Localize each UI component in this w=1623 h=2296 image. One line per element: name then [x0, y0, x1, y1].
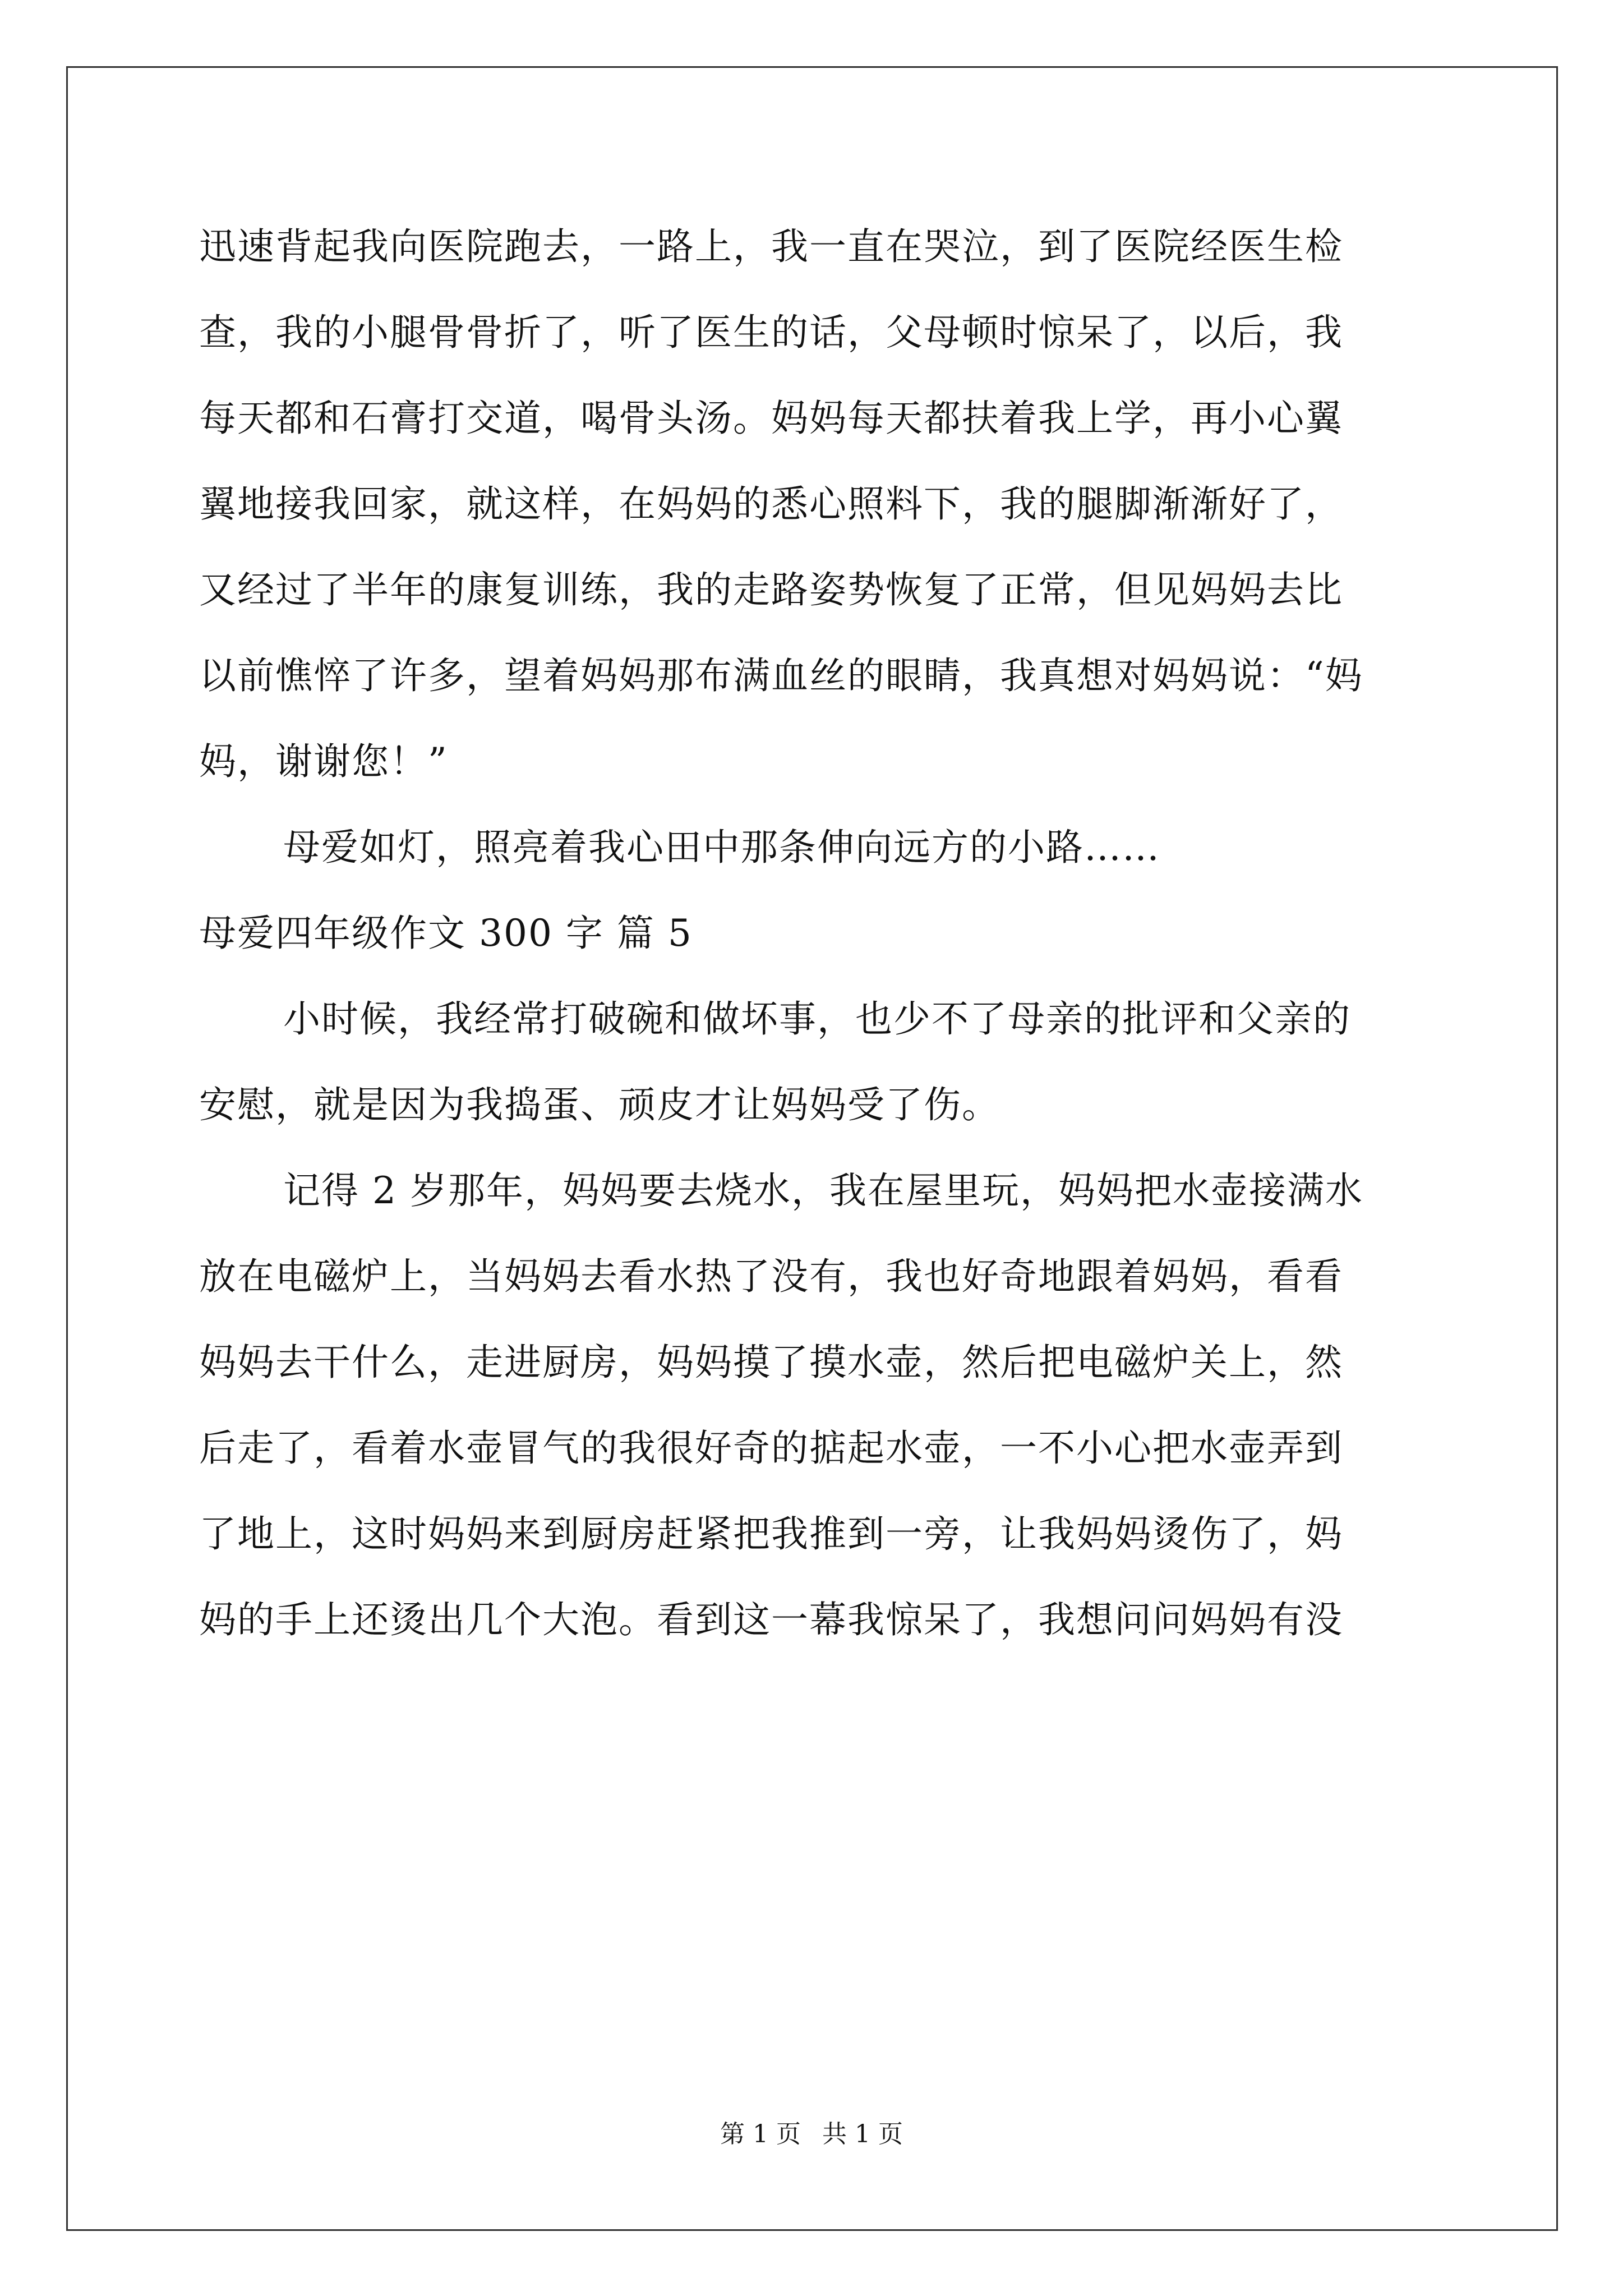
text-line: 后走了，看着水壶冒气的我很好奇的掂起水壶，一不小心把水壶弄到 [199, 1427, 1343, 1470]
text-line: 迅速背起我向医院跑去，一路上，我一直在哭泣，到了医院经医生检 [199, 225, 1343, 268]
page-footer [0, 2118, 1623, 2151]
text-line: 又经过了半年的康复训练，我的走路姿势恢复了正常，但见妈妈去比 [199, 568, 1343, 611]
text-line: 妈的手上还烫出几个大泡。看到这一幕我惊呆了，我想问问妈妈有没 [199, 1598, 1343, 1641]
page-number: 第 1 页 [720, 2120, 801, 2148]
text-line: 以前憔悴了许多，望着妈妈那布满血丝的眼睛，我真想对妈妈说：“妈 [199, 654, 1363, 697]
section-heading: 母爱四年级作文 300 字 篇 5 [199, 912, 693, 955]
text-line: 妈，谢谢您！” [199, 740, 448, 783]
text-line: 妈妈去干什么，走进厨房，妈妈摸了摸水壶，然后把电磁炉关上，然 [199, 1341, 1343, 1384]
text-line: 安慰，就是因为我捣蛋、顽皮才让妈妈受了伤。 [199, 1083, 1000, 1126]
text-line: 母爱如灯，照亮着我心田中那条伸向远方的小路…… [283, 826, 1160, 869]
text-line: 放在电磁炉上，当妈妈去看水热了没有，我也好奇地跟着妈妈，看看 [199, 1255, 1343, 1298]
text-line: 了地上，这时妈妈来到厨房赶紧把我推到一旁，让我妈妈烫伤了，妈 [199, 1512, 1343, 1556]
text-line: 小时候，我经常打破碗和做坏事，也少不了母亲的批评和父亲的 [283, 997, 1351, 1041]
text-line: 记得 2 岁那年，妈妈要去烧水，我在屋里玩，妈妈把水壶接满水 [283, 1169, 1363, 1212]
text-line: 翼地接我回家，就这样，在妈妈的悉心照料下，我的腿脚渐渐好了， [199, 482, 1343, 526]
text-line: 每天都和石膏打交道，喝骨头汤。妈妈每天都扶着我上学，再小心翼 [199, 397, 1343, 440]
page-total: 共 1 页 [822, 2120, 903, 2148]
text-line: 查，我的小腿骨骨折了，听了医生的话，父母顿时惊呆了，以后，我 [199, 311, 1343, 354]
